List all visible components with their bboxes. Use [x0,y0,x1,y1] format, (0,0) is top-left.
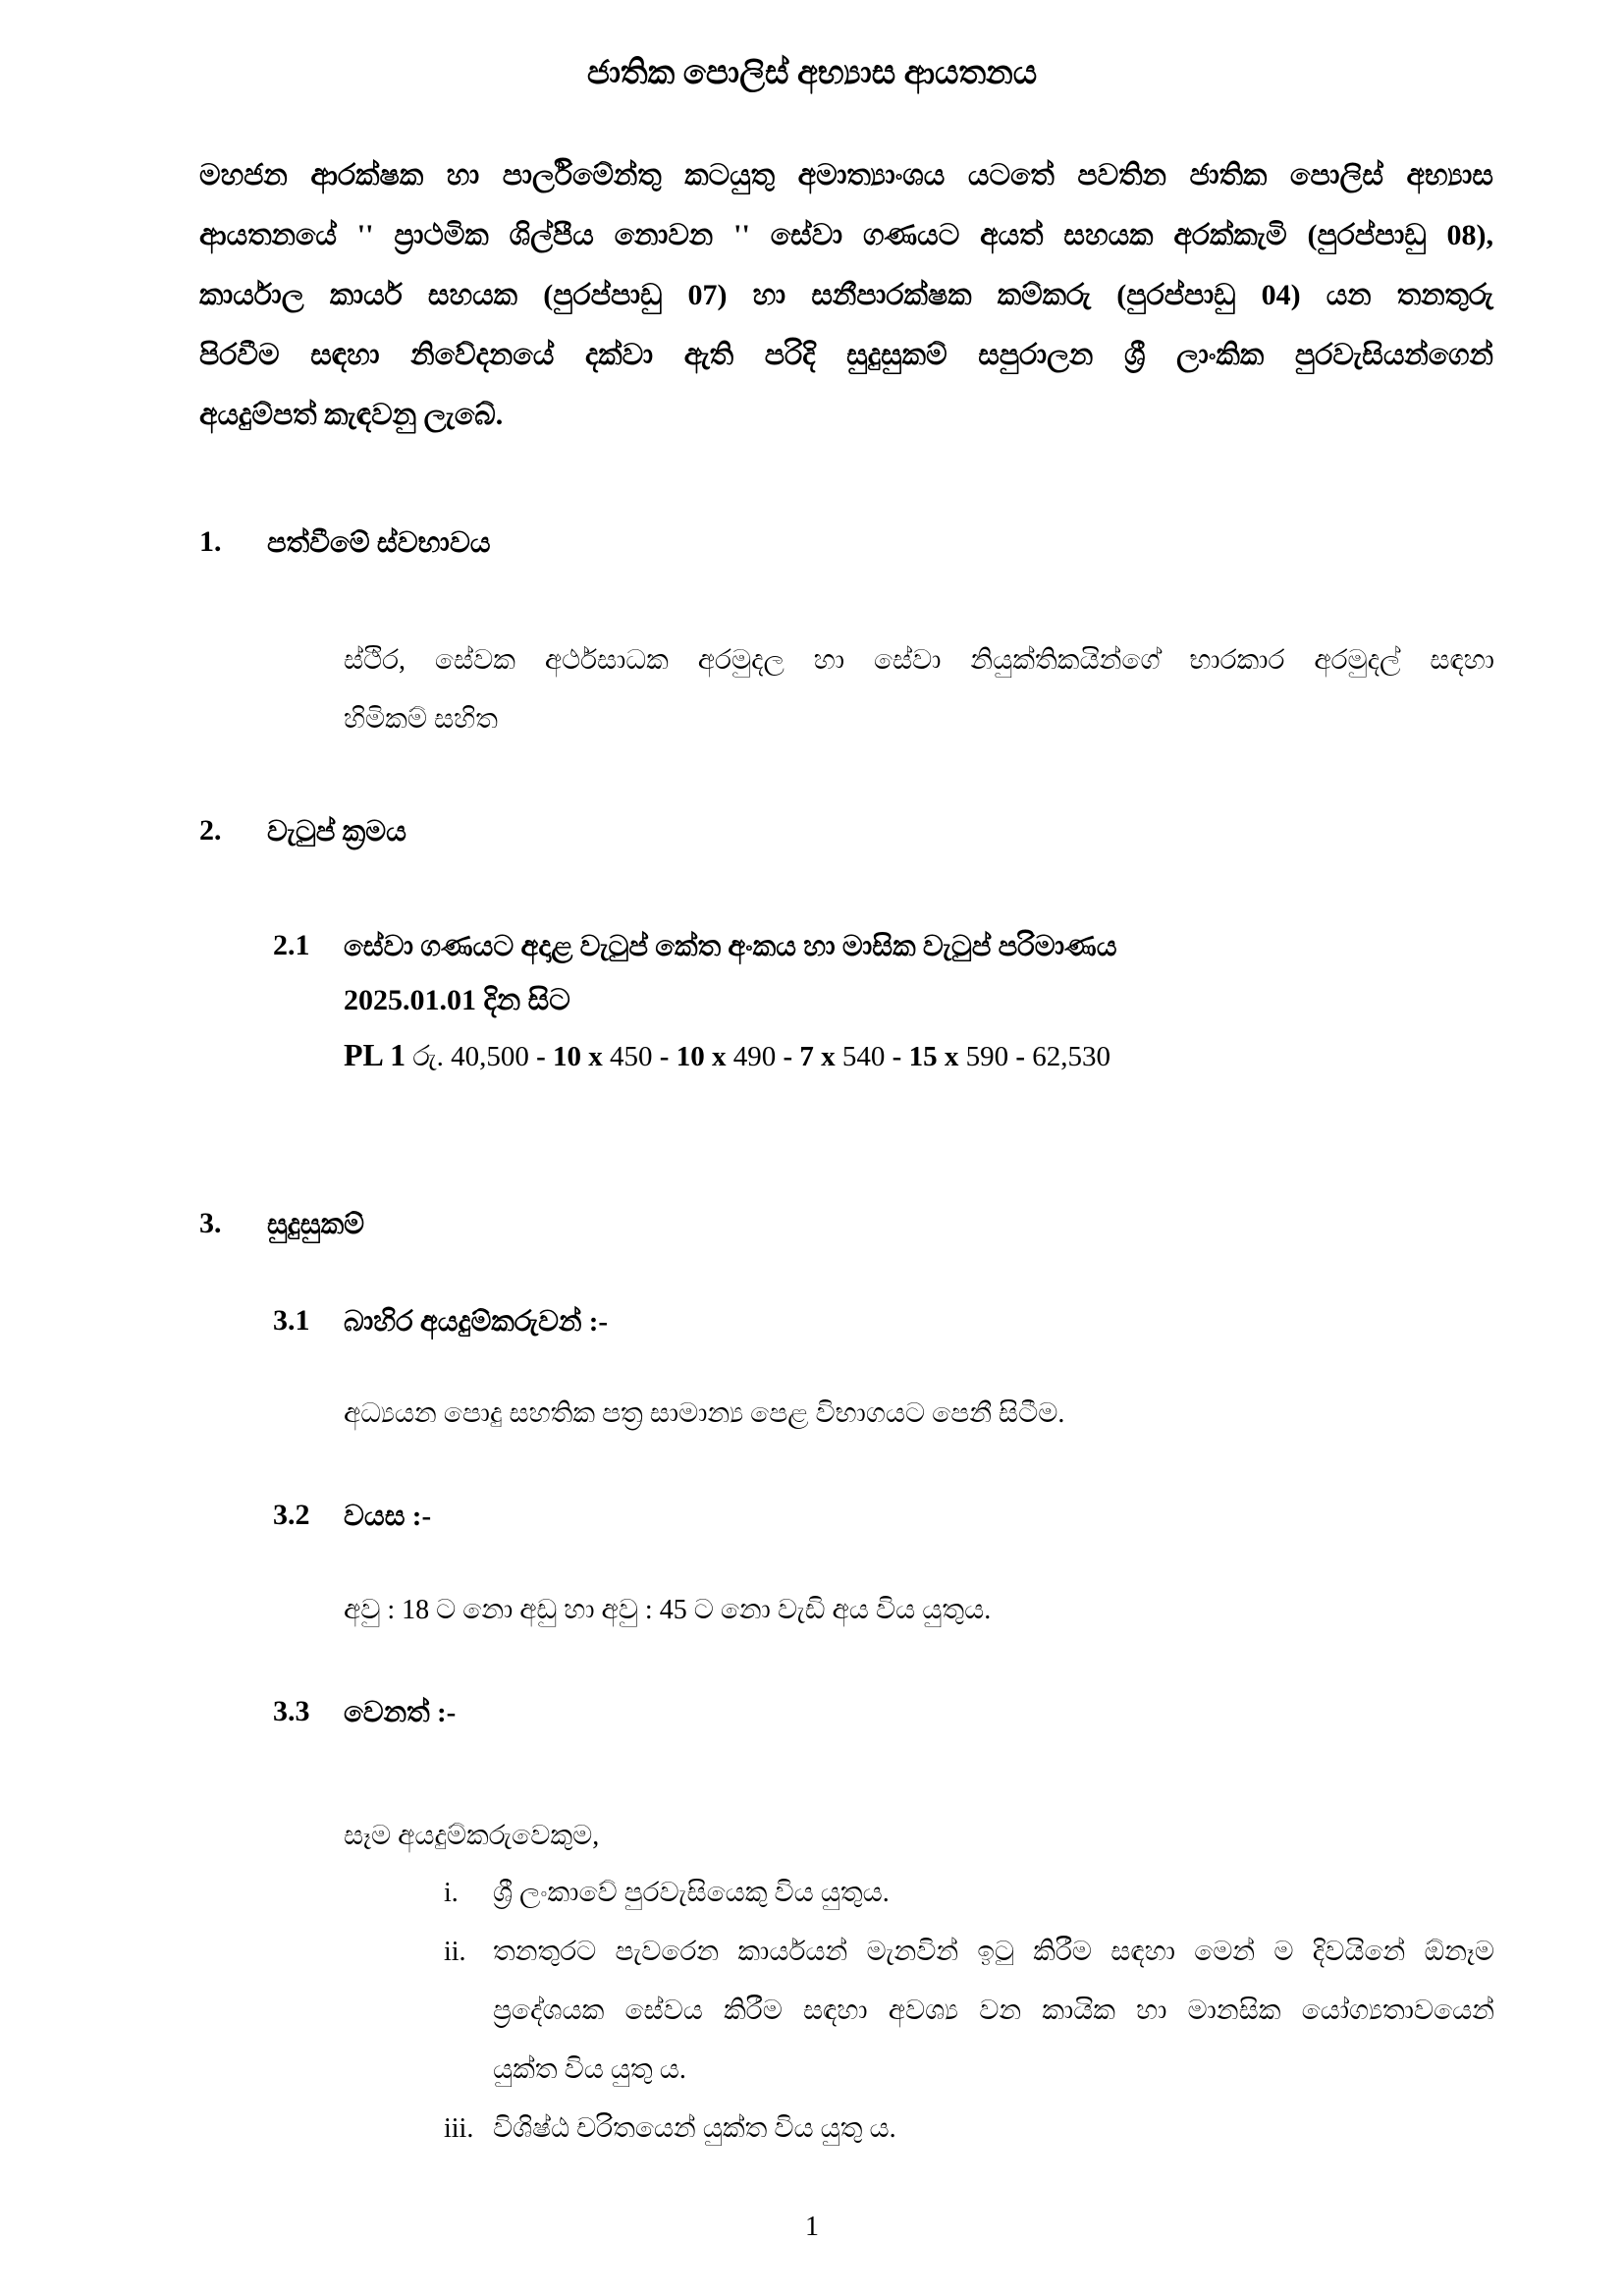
list-marker: i. [444,1878,459,1908]
section-1-text [344,631,1494,749]
salary-start: 40,500 [451,1041,529,1072]
salary-code: PL 1 [344,1037,406,1072]
intro-line: අයදුම්පත් කැඳවනු ලැබේ. [199,399,504,431]
salary-times: x [821,1041,836,1072]
section-3-heading: සුදුසුකම් [267,1209,364,1240]
salary-max: 62,530 [1032,1041,1110,1072]
section-3-2-text: අවු : 18 ට නො අඩු හා අවු : 45 ට නො වැඩි අය විය යුතුය. [344,1595,992,1625]
section-2-1-heading: සේවා ගණයට අදාළ වැටුප් කේත අංකය හා මාසික වැටුප් පරිමාණය [344,931,1117,962]
section-2-heading: වැටුප් ක්‍රමය [267,816,406,847]
salary-step-amount: 490 [732,1041,777,1072]
section-3-1-heading: බාහිර අයදුම්කරුවන් :- [344,1306,609,1338]
salary-dash: - [536,1041,546,1072]
salary-date-line: 2025.01.01 දින සිට [344,984,570,1016]
list-item: විශිෂ්ඨ චරිතයෙන් යුක්ත විය යුතු ය. [493,2113,896,2144]
list-item-line: තනතුරට පැවරෙන කාර්යයන් මැනවින් ඉටු කිරීම සඳහා මෙන් ම දිවයිනේ ඕනෑම [493,1937,1494,1967]
salary-step-count: 10 [553,1041,582,1072]
list-item [493,1923,1494,2100]
section-3-3-heading: වෙනත් :- [344,1697,457,1728]
section-1-line: හිමිකම් සහිත [344,704,498,735]
list-item-line: යුක්ත විය යුතු ය. [493,2054,686,2085]
section-2-1-number: 2.1 [273,929,310,961]
section-1-heading: පත්වීමේ ස්වභාවය [267,527,491,559]
salary-step-count: 7 [799,1041,814,1072]
salary-step-amount: 540 [841,1041,886,1072]
salary-step-amount: 590 [965,1041,1009,1072]
intro-line: ආයතනයේ '' ප්‍රාථමික ශිල්පීය නොවන '' සේවා ගණයට අයත් සහයක අරක්කැමි (පුරප්පාඩු 08), [199,219,1493,251]
salary-times: x [944,1041,959,1072]
salary-times: x [588,1041,603,1072]
salary-step-count: 10 [676,1041,705,1072]
section-3-2-number: 3.2 [273,1499,310,1531]
section-3-1-number: 3.1 [273,1304,310,1337]
salary-dash: - [783,1041,793,1072]
salary-dash: - [659,1041,670,1072]
intro-line: පිරවීම සඳහා නිවේදනයේ දක්වා ඇති පරිදි සුදුසුකම් සපුරාලන ශ්‍රී ලාංකික පුරවැසියන්ගෙන් [199,339,1493,371]
section-3-number: 3. [199,1207,222,1239]
salary-dash: - [892,1041,902,1072]
section-3-2-heading: වයස :- [344,1501,432,1532]
salary-currency: රු. [412,1041,444,1072]
salary-times: x [711,1041,727,1072]
list-marker: iii. [444,2113,474,2144]
section-3-3-intro: සෑම අයදුම්කරුවෙකුම, [344,1821,600,1851]
page-number: 1 [805,2212,819,2242]
salary-dash: - [1015,1041,1025,1072]
intro-paragraph [199,145,1493,445]
intro-line: මහජන ආරක්ෂක හා පාර්ලිමේන්තු කටයුතු අමාත්‍යාංශය යටතේ පවතින ජාතික පොලිස් අභ්‍යාස [199,159,1493,191]
salary-step-amount: 450 [610,1041,653,1072]
section-3-3-number: 3.3 [273,1695,310,1727]
salary-scale [344,1037,1110,1073]
section-1-number: 1. [199,525,222,558]
list-marker: ii. [444,1937,466,1967]
salary-step-count: 15 [908,1041,938,1072]
list-item-line: ප්‍රදේශයක සේවය කිරීම සඳහා අවශ්‍ය වන කායික හා මානසික යෝග්‍යතාවයෙන් [493,1995,1494,2026]
section-1-line: ස්ථිර, සේවක අර්ථසාධක අරමුදල හා සේවා නියුක්තිකයින්ගේ භාරකාර අරමුදල් සඳහා [344,645,1494,676]
section-2-number: 2. [199,814,222,847]
intro-line: කාර්යාල කාර්ය සහයක (පුරප්පාඩු 07) හා සනීපාරක්ෂක කම්කරු (පුරප්පාඩු 04) යන තනතුරු [199,279,1493,311]
list-item: ශ්‍රී ලංකාවේ පුරවැසියෙකු විය යුතුය. [493,1878,890,1908]
page-title: ජාතික පොලිස් අභ්‍යාස ආයතනය [586,55,1038,91]
section-3-1-text: අධ්‍යයන පොදු සහතික පත්‍ර සාමාන්‍ය පෙළ විභාගයට පෙනී සිටීම. [344,1398,1065,1429]
